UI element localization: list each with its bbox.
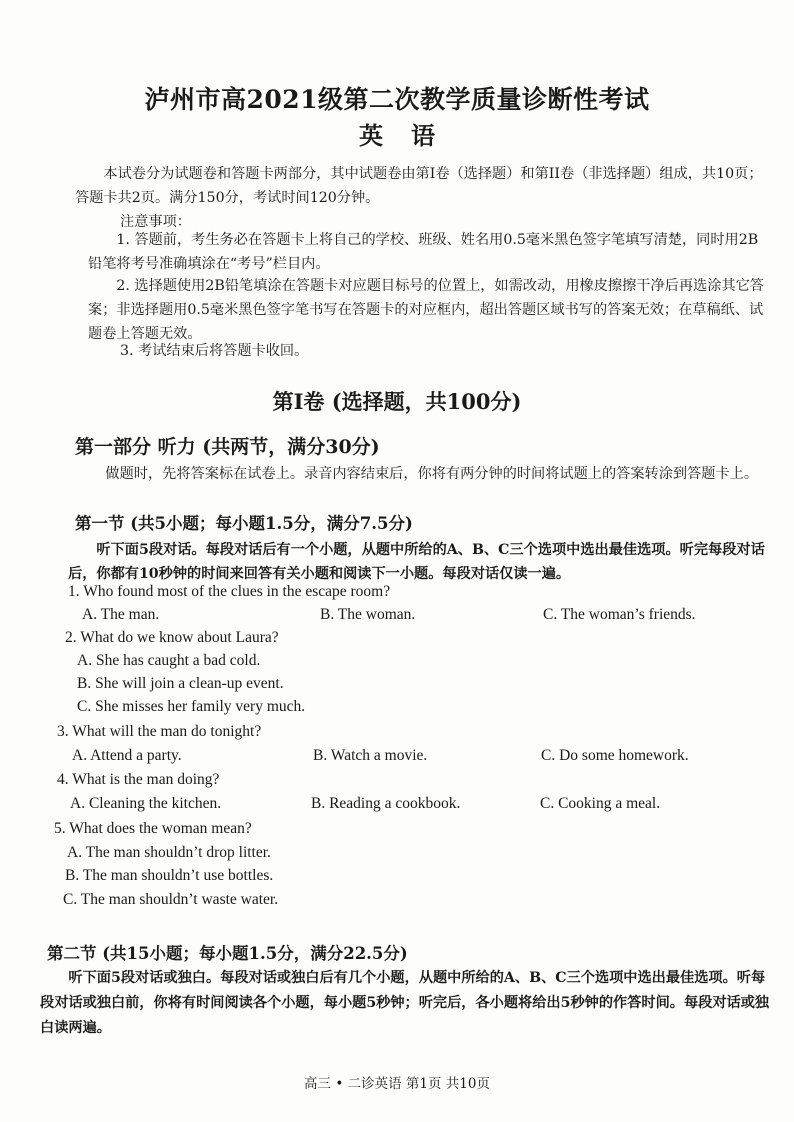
question-2-option-c: C. She misses her family very much. xyxy=(77,698,306,715)
question-3-option-a: A. Attend a party. xyxy=(72,747,182,764)
question-4-option-a: A. Cleaning the kitchen. xyxy=(70,795,222,812)
question-4-option-c: C. Cooking a meal. xyxy=(540,795,661,812)
question-5-stem: 5. What does the woman mean? xyxy=(54,820,252,837)
question-3-stem: 3. What will the man do tonight? xyxy=(57,723,262,740)
question-3-option-c: C. Do some homework. xyxy=(541,747,689,764)
page-footer: 高三 • 二诊英语 第1页 共10页 xyxy=(304,1076,490,1092)
question-4-option-b: B. Reading a cookbook. xyxy=(311,795,461,812)
question-1-option-a: A. The man. xyxy=(82,606,160,623)
note-1: 1. 答题前，考生务必在答题卡上将自己的学校、班级、姓名用0.5毫米黑色签字笔填写清楚，同时用2B铅笔将考号准确填涂在“考号”栏目内。 xyxy=(88,232,759,272)
intro-paragraph: 本试卷分为试题卷和答题卡两部分，其中试题卷由第I卷（选择题）和第II卷（非选择题）组成，共10页；答题卡共2页。满分150分，考试时间120分钟。 xyxy=(75,166,763,206)
exam-title: 泸州市高2021级第二次教学质量诊断性考试 xyxy=(144,85,650,114)
section1-description: 听下面5段对话。每段对话后有一个小题，从题中所给的A、B、C三个选项中选出最佳选项。听完每段对话后，你都有10秒钟的时间来回答有关小题和阅读下一小题。每段对话仅读一遍。 xyxy=(68,542,765,582)
part1-title: 第一部分 听力 (共两节，满分30分) xyxy=(75,436,380,458)
question-2-option-a: A. She has caught a bad cold. xyxy=(77,652,261,669)
note-2: 2. 选择题使用2B铅笔填涂在答题卡对应题目标号的位置上，如需改动，用橡皮擦擦干净后再选涂其它答案；非选择题用0.5毫米黑色签字笔书写在答题卡的对应框内，超出答题区域书写的答案无效；在草稿纸、试题卷上答题无效。 xyxy=(88,278,764,342)
question-5-option-a: A. The man shouldn’t drop litter. xyxy=(67,844,271,861)
question-3-option-b: B. Watch a movie. xyxy=(313,747,428,764)
subject-title: 英语 xyxy=(359,121,463,150)
question-1-stem: 1. Who found most of the clues in the escape room? xyxy=(68,583,391,600)
question-4-stem: 4. What is the man doing? xyxy=(57,771,220,788)
question-1-option-b: B. The woman. xyxy=(320,606,416,623)
volume-title: 第I卷 (选择题，共100分) xyxy=(272,389,522,414)
question-2-option-b: B. She will join a clean-up event. xyxy=(77,675,284,692)
section2-title: 第二节 (共15小题；每小题1.5分，满分22.5分) xyxy=(47,944,408,963)
question-2-stem: 2. What do we know about Laura? xyxy=(65,629,279,646)
question-1-option-c: C. The woman’s friends. xyxy=(543,606,696,623)
section1-title: 第一节 (共5小题；每小题1.5分，满分7.5分) xyxy=(75,514,413,533)
part1-description: 做题时，先将答案标在试卷上。录音内容结束后，你将有两分钟的时间将试题上的答案转涂到答题卡上。 xyxy=(105,466,759,482)
question-5-option-c: C. The man shouldn’t waste water. xyxy=(63,891,279,908)
question-5-option-b: B. The man shouldn’t use bottles. xyxy=(65,867,274,884)
notes-heading: 注意事项： xyxy=(120,214,191,230)
note-3: 3. 考试结束后将答题卡收回。 xyxy=(120,343,309,359)
section2-description: 听下面5段对话或独白。每段对话或独白后有几个小题，从题中所给的A、B、C三个选项中选出最佳选项。听每段对话或独白前，你将有时间阅读各个小题，每小题5秒钟；听完后，各小题将给出5秒钟的作答时间。每段对话或独白读两遍。 xyxy=(40,970,770,1036)
